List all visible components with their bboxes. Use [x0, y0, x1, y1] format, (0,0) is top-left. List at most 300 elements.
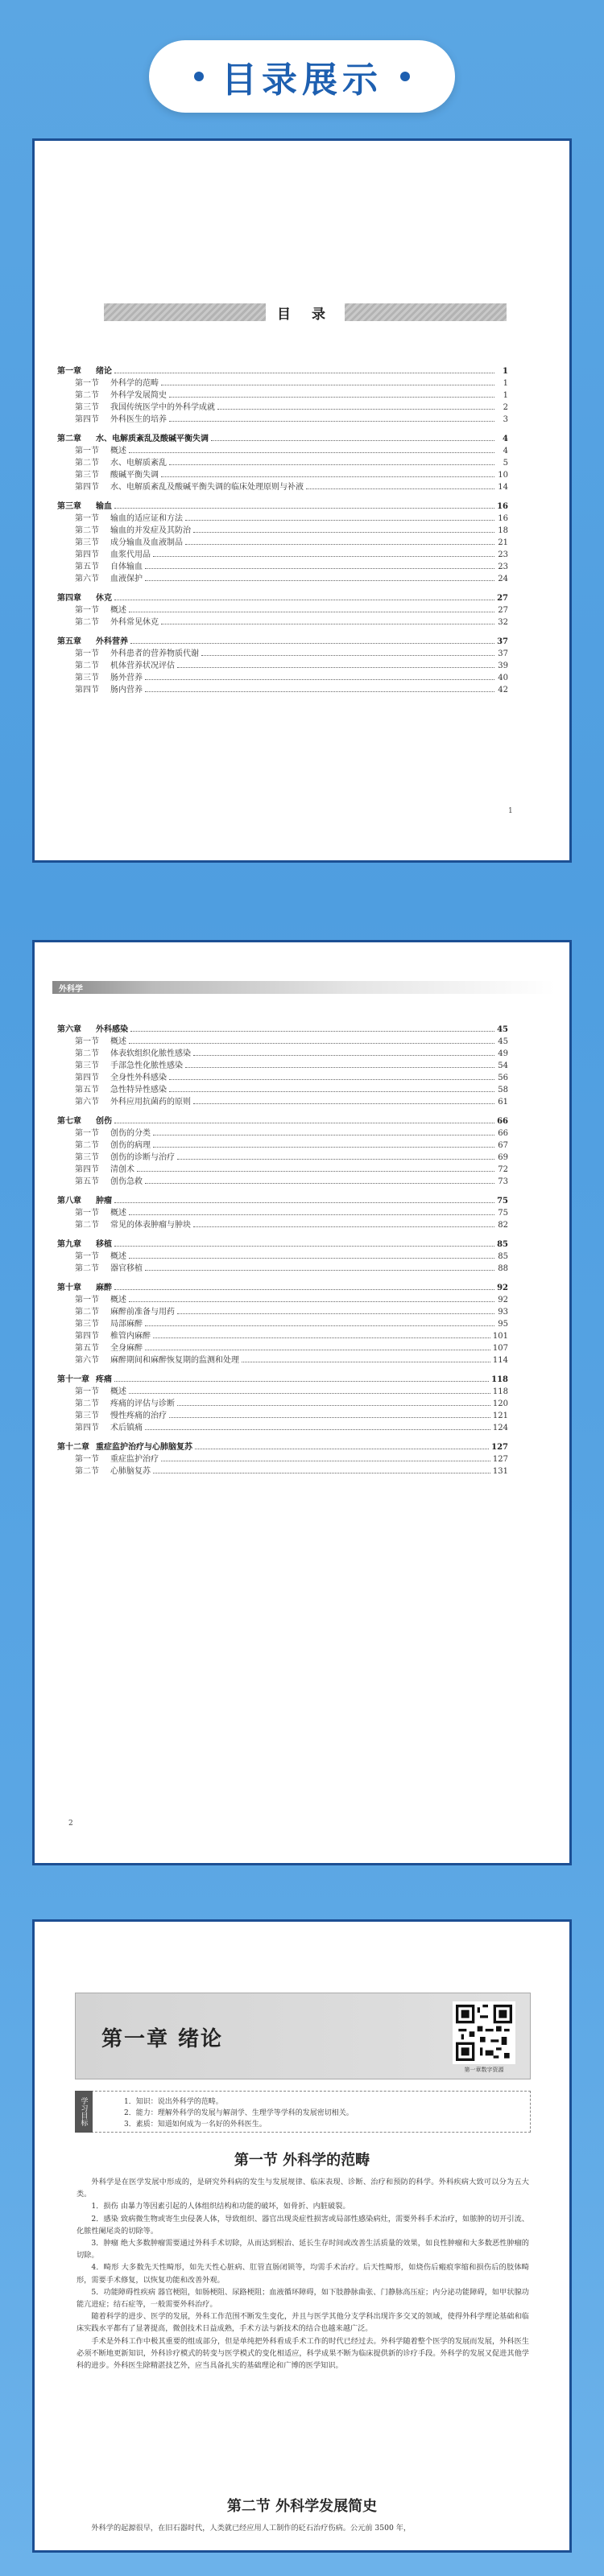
page-ref: 4	[503, 435, 508, 443]
leader-dots	[193, 532, 494, 533]
section-number: 第三节	[75, 538, 99, 547]
section-number: 第一节	[75, 1129, 99, 1138]
page-ref: 32	[498, 618, 508, 627]
section-number: 第一节	[75, 606, 99, 615]
section-title: 创伤的病理	[110, 1141, 151, 1150]
leader-dots	[177, 1405, 490, 1406]
leader-dots	[145, 679, 494, 680]
page-ref: 45	[498, 1037, 508, 1046]
leader-dots	[211, 440, 494, 441]
page-ref: 3	[503, 415, 508, 424]
toc-chapter[interactable]	[57, 1238, 508, 1249]
section-title: 第二节 外科学发展简史	[226, 2498, 378, 2515]
section-title: 肠内营养	[110, 686, 143, 694]
toc-section[interactable]	[57, 1034, 508, 1046]
objective-item: 2．能力：理解外科学的发展与解剖学、生理学等学科的发展密切相关。	[124, 2109, 354, 2117]
toc-section[interactable]	[57, 658, 508, 670]
paragraph: 5．功能障碍性疾病 器官梗阻，如肠梗阻、尿路梗阻；血液循环障碍，如下肢静脉曲张、门静脉高压症；内分泌功能障碍，如甲状腺功能亢进症；结石症等，一般需要外科治疗。	[77, 2287, 529, 2310]
section-number: 第一节	[75, 379, 99, 388]
section-title: 概述	[110, 606, 126, 615]
page-ref: 14	[498, 483, 508, 492]
section-number: 第五节	[75, 1344, 99, 1353]
toc-section[interactable]	[57, 1292, 508, 1304]
section-title: 麻醉前准备与用药	[110, 1308, 175, 1317]
leader-dots	[161, 476, 494, 477]
toc-chapter[interactable]	[57, 635, 508, 646]
leader-dots	[185, 520, 494, 521]
section-number: 第四节	[75, 1165, 99, 1174]
leader-dots	[169, 1091, 494, 1092]
chapter-title: 外科营养	[96, 637, 128, 646]
section-number: 第三节	[75, 1153, 99, 1162]
leader-dots	[153, 1337, 490, 1338]
section-number: 第二节	[75, 662, 99, 670]
page-ref: 23	[498, 550, 508, 559]
running-header-bar	[52, 981, 555, 994]
page-ref: 37	[497, 637, 508, 646]
leader-dots	[130, 1031, 494, 1032]
toc-section[interactable]	[57, 615, 508, 627]
section-title: 外科学发展简史	[110, 391, 167, 400]
section-body	[77, 2522, 529, 2534]
section-title: 酸碱平衡失调	[110, 471, 159, 480]
section-title: 血浆代用品	[110, 550, 151, 559]
paragraph: 随着科学的进步、医学的发展，外科工作范围不断发生变化，并且与医学其他分支学科出现许多交叉的领域，使得外科学理论基础和临床实践水平都有了显著提高，微创技术日益成熟，手术方法与新技术的结合也越来越广泛。	[77, 2312, 529, 2334]
page-ref: 37	[498, 649, 508, 658]
section-title: 麻醉期间和麻醉恢复期的监测和处理	[110, 1356, 239, 1365]
section-number: 第三节	[75, 1320, 99, 1329]
paragraph: 4．畸形 大多数先天性畸形，如先天性心脏病、肛管直肠闭锁等，均需手术治疗。后天性畸形，如烧伤后瘢痕挛缩和损伤后的肢体畸形，需要手术修复，以恢复功能和改善外观。	[77, 2263, 529, 2285]
section-number: 第一节	[75, 649, 99, 658]
leader-dots	[193, 1103, 494, 1104]
chapter-number: 第二章	[57, 435, 81, 443]
section-title: 全身麻醉	[110, 1344, 143, 1353]
objective-item: 3．素质：知道如何成为一名好的外科医生。	[124, 2121, 267, 2129]
page-ref: 45	[497, 1025, 508, 1034]
toc-list	[57, 365, 508, 694]
chapter-title: 疼痛	[96, 1375, 112, 1384]
section-title: 外科医生的培养	[110, 415, 167, 424]
toc-section[interactable]	[57, 1317, 508, 1329]
section-number: 第二节	[75, 391, 99, 400]
page-ref: 101	[492, 1332, 508, 1341]
toc-section[interactable]	[57, 468, 508, 480]
chapter-title: 第一章 绪论	[101, 2027, 224, 2051]
chapter-number: 第三章	[57, 502, 81, 511]
chapter-number: 第七章	[57, 1117, 81, 1126]
content-page	[32, 1919, 572, 2553]
section-title: 术后镇痛	[110, 1424, 143, 1432]
section-number: 第六节	[75, 575, 99, 583]
section-number: 第四节	[75, 1074, 99, 1082]
page-ref: 49	[498, 1049, 508, 1058]
page-ref: 18	[498, 526, 508, 535]
banner-dot-right	[400, 72, 410, 81]
leader-dots	[177, 1159, 494, 1160]
objective-item: 1．知识：说出外科学的范畴。	[124, 2098, 223, 2106]
page-ref: 16	[497, 502, 508, 511]
toc-section[interactable]	[57, 559, 508, 571]
section-title: 概述	[110, 1252, 126, 1261]
banner-title: 目录展示	[221, 60, 383, 101]
leader-dots	[129, 1214, 494, 1215]
qr-code-icon[interactable]	[453, 2001, 515, 2064]
leader-dots	[114, 1289, 494, 1290]
section-title: 概述	[110, 1037, 126, 1046]
section-title: 外科患者的营养物质代谢	[110, 649, 199, 658]
chapter-title: 肿瘤	[96, 1197, 112, 1206]
toc-chapter[interactable]	[57, 1281, 508, 1292]
paragraph: 1．损伤 由暴力等因素引起的人体组织结构和功能的破坏，如骨折、内脏破裂。	[91, 2202, 350, 2211]
section-number: 第四节	[75, 483, 99, 492]
section-number: 第二节	[75, 459, 99, 468]
toc-section[interactable]	[57, 1070, 508, 1082]
toc-section[interactable]	[57, 1218, 508, 1230]
section-title: 血液保护	[110, 575, 143, 583]
page-ref: 118	[492, 1387, 508, 1396]
page-ref: 73	[498, 1177, 508, 1186]
section-number: 第四节	[75, 686, 99, 694]
leader-dots	[306, 488, 494, 489]
page-ref: 27	[497, 594, 508, 603]
chapter-title: 麻醉	[96, 1284, 112, 1292]
toc-section[interactable]	[57, 547, 508, 559]
section-title: 外科应用抗菌药的原则	[110, 1098, 191, 1107]
toc-section[interactable]	[57, 1046, 508, 1058]
leader-dots	[177, 667, 494, 668]
toc-section[interactable]	[57, 400, 508, 412]
chapter-number: 第十一章	[57, 1375, 89, 1384]
page-ref: 127	[492, 1455, 508, 1464]
toc-chapter[interactable]	[57, 432, 508, 443]
leader-dots	[169, 464, 494, 465]
toc-section[interactable]	[57, 1384, 508, 1396]
section-number: 第一节	[75, 514, 99, 523]
section-number: 第一节	[75, 1455, 99, 1464]
toc-section[interactable]	[57, 412, 508, 424]
chapter-number: 第五章	[57, 637, 81, 646]
leader-dots	[145, 1270, 494, 1271]
section-number: 第二节	[75, 1221, 99, 1230]
section-title: 概述	[110, 1387, 126, 1396]
section-title: 输血的适应证和方法	[110, 514, 183, 523]
chapter-number: 第八章	[57, 1197, 81, 1206]
page-ref: 66	[497, 1117, 508, 1126]
paragraph: 2．感染 致病微生物或寄生虫侵袭人体，导致组织、器官出现炎症性损害或局部性感染病灶，需要外科手术治疗，如脓肿的切开引流、化脓性阑尾炎的切除等。	[77, 2214, 529, 2236]
chapter-number: 第一章	[57, 367, 81, 376]
leader-dots	[193, 1055, 494, 1056]
section-number: 第一节	[75, 1037, 99, 1046]
section-title: 慢性疼痛的治疗	[110, 1412, 167, 1420]
section-title: 机体营养状况评估	[110, 662, 175, 670]
section-number: 第一节	[75, 447, 99, 455]
page-ref: 75	[497, 1197, 508, 1206]
page-ref: 4	[503, 447, 508, 455]
page-ref: 24	[498, 575, 508, 583]
section-number: 第三节	[75, 1412, 99, 1420]
page-ref: 1	[503, 379, 508, 388]
page-ref: 69	[498, 1153, 508, 1162]
section-title: 常见的体表肿瘤与肿块	[110, 1221, 191, 1230]
section-title: 重症监护治疗	[110, 1455, 159, 1464]
page-ref: 1	[503, 367, 508, 376]
toc-page-2	[32, 940, 572, 1865]
section-title: 创伤的分类	[110, 1129, 151, 1138]
toc-section[interactable]	[57, 1150, 508, 1162]
toc-section[interactable]	[57, 523, 508, 535]
page-ref: 93	[498, 1308, 508, 1317]
paragraph: 手术是外科工作中极其重要的组成部分，但是单纯把外科看成手术工作的时代已经过去。外科学随着整个医学的发展而发展，外科医生必须不断地更新知识，外科诊疗模式的转变与医学模式的变化相适应，科学成果不断为临床提供新的诊疗手段。外科学的发展又促进其他学科的进步。外科医生除精湛技艺外，应当具备扎实的基础理论和广博的医学知识。	[77, 2336, 529, 2371]
chapter-title: 休克	[96, 594, 112, 603]
toc-section[interactable]	[57, 1304, 508, 1317]
toc-section[interactable]	[57, 682, 508, 694]
toc-section[interactable]	[57, 1174, 508, 1186]
page-ref: 124	[492, 1424, 508, 1432]
page-number: 2	[68, 1820, 73, 1828]
toc-chapter[interactable]	[57, 1440, 508, 1452]
leader-dots	[153, 1147, 494, 1148]
toc-section[interactable]	[57, 1094, 508, 1107]
chapter-number: 第六章	[57, 1025, 81, 1034]
banner-dot-left	[194, 72, 204, 81]
paragraph: 3．肿瘤 绝大多数肿瘤需要通过外科手术切除，从而达到根治、延长生存时间或改善生活质量的效果，如良性肿瘤和大多数恶性肿瘤的切除。	[77, 2239, 529, 2261]
leader-dots	[185, 544, 494, 545]
chapter-title: 移植	[96, 1240, 112, 1249]
page-ref: 42	[498, 686, 508, 694]
leader-dots	[217, 409, 494, 410]
leader-dots	[129, 1043, 494, 1044]
page-ref: 5	[503, 459, 508, 468]
section-title: 局部麻醉	[110, 1320, 143, 1329]
toc-section[interactable]	[57, 646, 508, 658]
section-number: 第四节	[75, 1424, 99, 1432]
section-number: 第四节	[75, 1332, 99, 1341]
toc-page-1	[32, 138, 572, 863]
toc-chapter[interactable]	[57, 1115, 508, 1126]
page-ref: 131	[492, 1467, 508, 1476]
page-ref: 92	[498, 1296, 508, 1304]
leader-dots	[129, 1393, 490, 1394]
leader-dots	[129, 1301, 494, 1302]
page-ref: 107	[492, 1344, 508, 1353]
section-number: 第五节	[75, 1086, 99, 1094]
toc-section[interactable]	[57, 1396, 508, 1408]
section-number: 第二节	[75, 618, 99, 627]
section-number: 第三节	[75, 471, 99, 480]
toc-chapter[interactable]	[57, 1194, 508, 1206]
page-ref: 40	[498, 674, 508, 682]
page-ref: 54	[498, 1061, 508, 1070]
section-title: 疼痛的评估与诊断	[110, 1399, 175, 1408]
leader-dots	[185, 1067, 494, 1068]
leader-dots	[145, 691, 494, 692]
chapter-title: 绪论	[96, 367, 112, 376]
page-ref: 82	[498, 1221, 508, 1230]
toc-section[interactable]	[57, 1162, 508, 1174]
page-ref: 61	[498, 1098, 508, 1107]
section-number: 第二节	[75, 1308, 99, 1317]
toc-chapter[interactable]	[57, 591, 508, 603]
section-title: 创伤急救	[110, 1177, 143, 1186]
toc-section[interactable]	[57, 443, 508, 455]
toc-section[interactable]	[57, 1138, 508, 1150]
section-title: 心肺脑复苏	[110, 1467, 151, 1476]
leader-dots	[145, 1325, 494, 1326]
section-banner	[149, 40, 455, 113]
toc-section[interactable]	[57, 511, 508, 523]
toc-section[interactable]	[57, 455, 508, 468]
toc-section[interactable]	[57, 1058, 508, 1070]
section-title: 成分输血及血液制品	[110, 538, 183, 547]
leader-dots	[114, 1246, 494, 1247]
section-title: 概述	[110, 447, 126, 455]
section-title: 输血的并发症及其防治	[110, 526, 191, 535]
page-ref: 120	[492, 1399, 508, 1408]
leader-dots	[169, 421, 494, 422]
section-title: 体表软组织化脓性感染	[110, 1049, 191, 1058]
section-number: 第三节	[75, 403, 99, 412]
section-title: 外科常见休克	[110, 618, 159, 627]
leader-dots	[169, 1079, 494, 1080]
page-ref: 72	[498, 1165, 508, 1174]
section-number: 第二节	[75, 1399, 99, 1408]
section-number: 第一节	[75, 1209, 99, 1218]
page-ref: 75	[498, 1209, 508, 1218]
page-ref: 88	[498, 1264, 508, 1273]
leader-dots	[145, 580, 494, 581]
page-ref: 10	[498, 471, 508, 480]
toc-heading-bar	[104, 303, 507, 321]
section-title: 肠外营养	[110, 674, 143, 682]
section-number: 第三节	[75, 674, 99, 682]
toc-section[interactable]	[57, 603, 508, 615]
section-number: 第六节	[75, 1098, 99, 1107]
section-title: 外科学的范畴	[110, 379, 159, 388]
toc-section[interactable]	[57, 1353, 508, 1365]
page-ref: 16	[498, 514, 508, 523]
leader-dots	[201, 655, 494, 656]
leader-dots	[130, 643, 494, 644]
section-title: 急性特异性感染	[110, 1086, 167, 1094]
leader-dots	[169, 1417, 490, 1418]
toc-chapter[interactable]	[57, 500, 508, 511]
leader-dots	[145, 1429, 490, 1430]
chapter-header-box	[75, 1993, 531, 2079]
page-ref: 127	[491, 1443, 508, 1452]
toc-section[interactable]	[57, 376, 508, 388]
section-title: 水、电解质紊乱	[110, 459, 167, 468]
toc-chapter[interactable]	[57, 1023, 508, 1034]
page-ref: 121	[492, 1412, 508, 1420]
objectives-list	[124, 2096, 354, 2130]
leader-dots	[114, 508, 494, 509]
leader-dots	[114, 1202, 494, 1203]
section-title: 清创术	[110, 1165, 134, 1174]
page-ref: 66	[498, 1129, 508, 1138]
leader-dots	[169, 397, 494, 398]
toc-heading: 目 录	[266, 303, 345, 323]
toc-section[interactable]	[57, 480, 508, 492]
toc-section[interactable]	[57, 1082, 508, 1094]
chapter-title: 水、电解质紊乱及酸碱平衡失调	[96, 435, 209, 443]
toc-section[interactable]	[57, 670, 508, 682]
toc-section[interactable]	[57, 1452, 508, 1464]
section-number: 第一节	[75, 1387, 99, 1396]
paragraph: 外科学的起源很早，在旧石器时代，人类就已经应用人工制作的砭石治疗伤病。公元前 3500 年，	[91, 2524, 412, 2533]
section-title: 概述	[110, 1296, 126, 1304]
chapter-title: 输血	[96, 502, 112, 511]
chapter-title: 创伤	[96, 1117, 112, 1126]
section-title: 水、电解质紊乱及酸碱平衡失调的临床处理原则与补液	[110, 483, 304, 492]
toc-section[interactable]	[57, 1126, 508, 1138]
section-number: 第三节	[75, 1061, 99, 1070]
section-number: 第二节	[75, 526, 99, 535]
chapter-number: 第十二章	[57, 1443, 89, 1452]
toc-section[interactable]	[57, 1420, 508, 1432]
section-number: 第四节	[75, 415, 99, 424]
leader-dots	[193, 1226, 494, 1227]
section-title: 手部急性化脓性感染	[110, 1061, 183, 1070]
toc-chapter[interactable]	[57, 1373, 508, 1384]
toc-list	[57, 1023, 508, 1476]
toc-section[interactable]	[57, 388, 508, 400]
leader-dots	[145, 568, 494, 569]
section-title: 概述	[110, 1209, 126, 1218]
page-ref: 118	[491, 1375, 508, 1384]
page-ref: 92	[497, 1284, 508, 1292]
objectives-label: 学习目标	[75, 2091, 93, 2133]
section-number: 第六节	[75, 1356, 99, 1365]
toc-section[interactable]	[57, 571, 508, 583]
toc-chapter[interactable]	[57, 365, 508, 376]
toc-section[interactable]	[57, 1329, 508, 1341]
section-number: 第五节	[75, 1177, 99, 1186]
leader-dots	[129, 1258, 494, 1259]
chapter-number: 第九章	[57, 1240, 81, 1249]
section-title: 全身性外科感染	[110, 1074, 167, 1082]
page-ref: 95	[498, 1320, 508, 1329]
section-body	[77, 2176, 529, 2372]
leader-dots	[177, 1313, 494, 1314]
qr-caption: 第一章数字资源	[464, 2067, 504, 2073]
toc-section[interactable]	[57, 1261, 508, 1273]
running-header: 外科学	[59, 985, 83, 994]
page-ref: 27	[498, 606, 508, 615]
leader-dots	[145, 1183, 494, 1184]
leader-dots	[137, 1171, 494, 1172]
toc-section[interactable]	[57, 1464, 508, 1476]
page-ref: 2	[503, 403, 508, 412]
section-number: 第一节	[75, 1252, 99, 1261]
chapter-title: 外科感染	[96, 1025, 128, 1034]
section-title: 器官移植	[110, 1264, 143, 1273]
toc-section[interactable]	[57, 1341, 508, 1353]
page-ref: 58	[498, 1086, 508, 1094]
page-ref: 114	[492, 1356, 508, 1365]
toc-section[interactable]	[57, 1249, 508, 1261]
page-ref: 21	[498, 538, 508, 547]
section-title: 第一节 外科学的范畴	[234, 2152, 370, 2169]
learning-objectives-box	[75, 2091, 531, 2133]
paragraph: 外科学是在医学发展中形成的，是研究外科病的发生与发展规律、临床表现、诊断、治疗和预防的科学。外科疾病大致可以分为五大类。	[77, 2178, 529, 2199]
toc-section[interactable]	[57, 535, 508, 547]
toc-section[interactable]	[57, 1206, 508, 1218]
page-ref: 67	[498, 1141, 508, 1150]
toc-section[interactable]	[57, 1408, 508, 1420]
page-ref: 1	[503, 391, 508, 400]
page-number: 1	[508, 807, 513, 815]
section-number: 第二节	[75, 1467, 99, 1476]
